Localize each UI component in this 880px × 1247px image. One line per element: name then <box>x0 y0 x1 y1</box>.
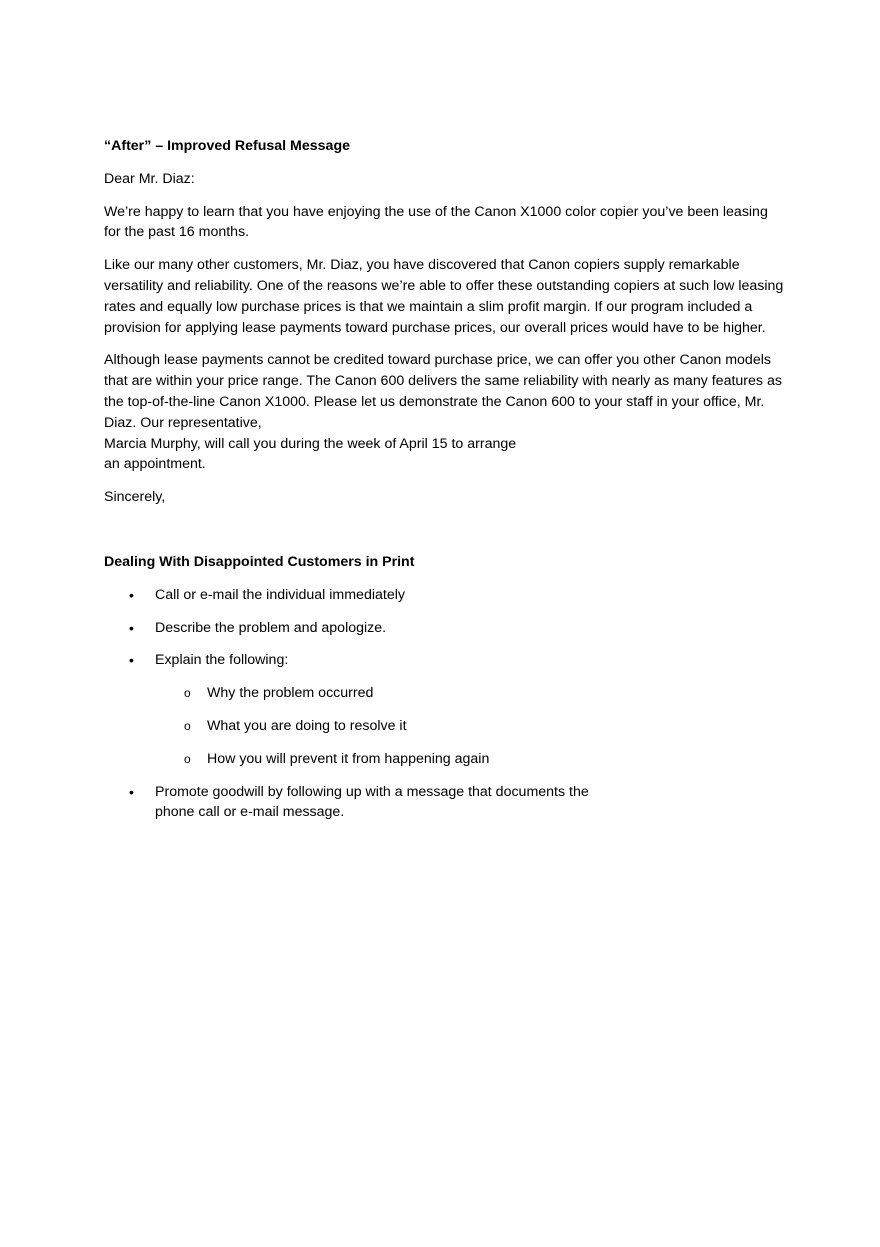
letter-title: “After” – Improved Refusal Message <box>104 138 350 154</box>
sub-list-item-text: What you are doing to resolve it <box>207 717 407 734</box>
sub-list-item <box>155 749 784 770</box>
letter-paragraph-3 <box>104 350 784 475</box>
list-item <box>104 782 784 824</box>
list-item-text-line-1: Promote goodwill by following up with a message that documents the <box>155 783 589 800</box>
list-item-text: Explain the following: <box>155 652 289 669</box>
sub-list-item <box>155 716 784 737</box>
circle-bullet-icon: o <box>184 718 191 733</box>
letter-paragraph-3-line-1: Although lease payments cannot be credited toward purchase price, we can offer you other Canon models that are within your price range. The Canon 600 delivers the same reliability with nearly as many features as the top-of-the-line Canon X1000. Please let us demonstrate the Canon 600 to your staff in your office, Mr. Diaz. Our representative, <box>104 352 782 431</box>
sub-list-item-text: How you will prevent it from happening again <box>207 750 490 767</box>
closing: Sincerely, <box>104 489 166 506</box>
bullet-icon: • <box>129 586 134 603</box>
section-spacer <box>104 520 784 552</box>
bullet-icon: • <box>129 783 134 800</box>
sub-list-item <box>155 683 784 704</box>
letter-paragraph-2: Like our many other customers, Mr. Diaz, you have discovered that Canon copiers supply remarkable versatility and reliability. One of the reasons we’re able to offer these outstanding copiers at such low leasing rates and equally low purchase prices is that we maintain a slim profit margin. If our program included a provision for applying lease payments toward purchase prices, our overall prices would have to be higher. <box>104 257 784 336</box>
sub-list <box>155 683 784 769</box>
document-page <box>104 136 784 835</box>
list-item-text: Call or e-mail the individual immediately <box>155 586 405 603</box>
tips-list <box>104 585 784 823</box>
bullet-icon: • <box>129 652 134 669</box>
sub-list-item-text: Why the problem occurred <box>207 685 374 702</box>
list-item <box>104 650 784 769</box>
list-item-text: Describe the problem and apologize. <box>155 619 387 636</box>
circle-bullet-icon: o <box>184 686 191 701</box>
letter-paragraph-3-line-3: an appointment. <box>104 456 206 473</box>
list-item <box>104 618 784 639</box>
tips-heading: Dealing With Disappointed Customers in Print <box>104 553 415 570</box>
list-item <box>104 585 784 606</box>
letter-paragraph-1: We’re happy to learn that you have enjoying the use of the Canon X1000 color copier you’ve been leasing for the past 16 months. <box>104 203 768 241</box>
salutation: Dear Mr. Diaz: <box>104 170 195 187</box>
list-item-text-line-2: phone call or e-mail message. <box>155 804 345 821</box>
bullet-icon: • <box>129 619 134 636</box>
circle-bullet-icon: o <box>184 751 191 766</box>
letter-paragraph-3-line-2: Marcia Murphy, will call you during the week of April 15 to arrange <box>104 435 517 452</box>
